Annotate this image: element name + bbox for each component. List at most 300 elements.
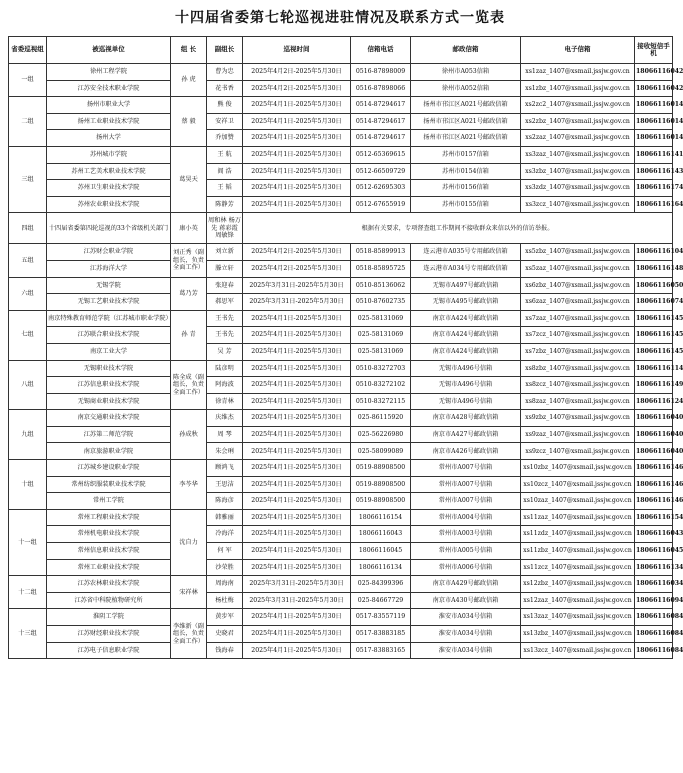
phone-cell: 025-58131069	[351, 327, 411, 344]
phone-cell: 0510-83272703	[351, 360, 411, 377]
email-cell: xs8zbz_1407@xsmail.jssjw.gov.cn	[521, 360, 635, 377]
postbox-cell: 南京市A429号邮政信箱	[411, 576, 521, 593]
group-cell: 十组	[9, 460, 47, 510]
time-cell: 2025年4月1日-2025年5月30日	[243, 460, 351, 477]
time-cell: 2025年3月31日-2025年5月30日	[243, 294, 351, 311]
table-row	[9, 244, 673, 261]
email-cell: xs1zaz_1407@xsmail.jssjw.gov.cn	[521, 64, 635, 81]
unit-cell: 无锡工艺职业技术学院	[47, 294, 171, 311]
postbox-cell: 扬州市邗江区A021号邮政信箱	[411, 97, 521, 114]
email-cell: xs11zbz_1407@xsmail.jssjw.gov.cn	[521, 543, 635, 560]
sms-cell: 18066116141	[635, 146, 673, 163]
postbox-cell: 南京市A424号邮政信箱	[411, 327, 521, 344]
unit-cell: 无锡职业技术学院	[47, 360, 171, 377]
deputy-cell: 王 韬	[207, 180, 243, 197]
table-row	[9, 80, 673, 97]
header-time: 巡视时间	[243, 37, 351, 64]
unit-cell: 江苏农林职业技术学院	[47, 576, 171, 593]
postbox-cell: 无锡市A496号信箱	[411, 393, 521, 410]
header-postbox: 邮政信箱	[411, 37, 521, 64]
email-cell: xs7zbz_1407@xsmail.jssjw.gov.cn	[521, 343, 635, 360]
email-cell: xs1zbz_1407@xsmail.jssjw.gov.cn	[521, 80, 635, 97]
deputy-cell: 陈海彦	[207, 493, 243, 510]
header-unit: 被巡视单位	[47, 37, 171, 64]
phone-cell: 0514-87294617	[351, 113, 411, 130]
sms-cell: 18066116084	[635, 626, 673, 643]
deputy-cell: 花书香	[207, 80, 243, 97]
group-cell: 六组	[9, 277, 47, 310]
email-cell: xs13zaz_1407@xsmail.jssjw.gov.cn	[521, 609, 635, 626]
postbox-cell: 淮安市A034号信箱	[411, 609, 521, 626]
unit-cell: 南京工业大学	[47, 343, 171, 360]
phone-cell: 0518-85899913	[351, 244, 411, 261]
table-row	[9, 180, 673, 197]
group-cell: 二组	[9, 97, 47, 147]
deputy-cell: 杨杜梅	[207, 592, 243, 609]
time-cell: 2025年4月1日-2025年5月30日	[243, 163, 351, 180]
header-leader: 组 长	[171, 37, 207, 64]
sms-cell: 18066116014	[635, 130, 673, 147]
time-cell: 2025年3月31日-2025年5月30日	[243, 592, 351, 609]
table-row	[9, 196, 673, 213]
time-cell: 2025年4月1日-2025年5月30日	[243, 443, 351, 460]
deputy-cell: 阎 浩	[207, 163, 243, 180]
postbox-cell: 徐州市A053信箱	[411, 64, 521, 81]
table-row	[9, 327, 673, 344]
sms-cell: 18066116042	[635, 80, 673, 97]
unit-cell: 常州工学院	[47, 493, 171, 510]
time-cell: 2025年4月1日-2025年5月30日	[243, 343, 351, 360]
phone-cell: 0510-87602735	[351, 294, 411, 311]
sms-cell: 18066116145	[635, 343, 673, 360]
deputy-cell: 王书先	[207, 327, 243, 344]
sms-cell: 18066116045	[635, 543, 673, 560]
group-cell: 四组	[9, 213, 47, 244]
sms-cell: 18066116040	[635, 410, 673, 427]
phone-cell: 0510-85136062	[351, 277, 411, 294]
sms-cell: 18066116040	[635, 443, 673, 460]
table-row	[9, 626, 673, 643]
postbox-cell: 南京市A424号邮政信箱	[411, 310, 521, 327]
sms-cell: 18066116104	[635, 244, 673, 261]
header-sms: 接收短信手机	[635, 37, 673, 64]
table-row	[9, 609, 673, 626]
email-cell: xs6zaz_1407@xsmail.jssjw.gov.cn	[521, 294, 635, 311]
table-row	[9, 294, 673, 311]
group-cell: 三组	[9, 146, 47, 212]
phone-cell: 025-58099089	[351, 443, 411, 460]
table-header-row	[9, 37, 673, 64]
postbox-cell: 常州市A003号信箱	[411, 526, 521, 543]
email-cell: xs10zbz_1407@xsmail.jssjw.gov.cn	[521, 460, 635, 477]
time-cell: 2025年4月1日-2025年5月30日	[243, 196, 351, 213]
leader-cell: 葛昊天	[171, 146, 207, 212]
time-cell: 2025年4月1日-2025年5月30日	[243, 97, 351, 114]
unit-cell: 江苏财经职业技术学院	[47, 626, 171, 643]
postbox-cell: 南京市A424号邮政信箱	[411, 343, 521, 360]
time-cell: 2025年4月1日-2025年5月30日	[243, 130, 351, 147]
unit-cell: 无锡学院	[47, 277, 171, 294]
group-cell: 八组	[9, 360, 47, 410]
email-cell: xs2zaz_1407@xsmail.jssjw.gov.cn	[521, 130, 635, 147]
unit-cell: 江苏安全技术职业学院	[47, 80, 171, 97]
header-phone: 信箱电话	[351, 37, 411, 64]
email-cell: xs11zaz_1407@xsmail.jssjw.gov.cn	[521, 509, 635, 526]
unit-cell: 南京旅游职业学院	[47, 443, 171, 460]
email-cell: xs7zaz_1407@xsmail.jssjw.gov.cn	[521, 310, 635, 327]
time-cell: 2025年4月1日-2025年5月30日	[243, 327, 351, 344]
table-row	[9, 97, 673, 114]
sms-cell: 18066116154	[635, 509, 673, 526]
time-cell: 2025年4月1日-2025年5月30日	[243, 559, 351, 576]
phone-cell: 0517-83557119	[351, 609, 411, 626]
time-cell: 2025年4月1日-2025年5月30日	[243, 146, 351, 163]
group-cell: 五组	[9, 244, 47, 277]
leader-cell: 康小英	[171, 213, 207, 244]
email-cell: xs13zcz_1407@xsmail.jssjw.gov.cn	[521, 642, 635, 659]
deputy-cell: 滕立轩	[207, 260, 243, 277]
postbox-cell: 苏州市0155信箱	[411, 196, 521, 213]
deputy-cell: 何 军	[207, 543, 243, 560]
table-row	[9, 213, 673, 244]
sms-cell: 18066116145	[635, 327, 673, 344]
time-cell: 2025年4月2日-2025年5月30日	[243, 244, 351, 261]
time-cell: 2025年4月1日-2025年5月30日	[243, 426, 351, 443]
email-cell: xs8zaz_1407@xsmail.jssjw.gov.cn	[521, 393, 635, 410]
deputy-cell: 周和林 杨万先 蒋彩霞 周敏锋	[207, 213, 243, 244]
leader-cell: 沈自力	[171, 509, 207, 575]
group-cell: 十一组	[9, 509, 47, 575]
unit-cell: 江苏海洋大学	[47, 260, 171, 277]
leader-cell: 宋祥林	[171, 576, 207, 609]
table-row	[9, 163, 673, 180]
postbox-cell: 扬州市邗江区A021号邮政信箱	[411, 113, 521, 130]
deputy-cell: 冷海洋	[207, 526, 243, 543]
deputy-cell: 张迎春	[207, 277, 243, 294]
email-cell: xs11zdz_1407@xsmail.jssjw.gov.cn	[521, 526, 635, 543]
table-row	[9, 642, 673, 659]
deputy-cell: 郝思军	[207, 294, 243, 311]
table-row	[9, 476, 673, 493]
postbox-cell: 常州市A004号信箱	[411, 509, 521, 526]
email-cell: xs9zbz_1407@xsmail.jssjw.gov.cn	[521, 410, 635, 427]
phone-cell: 0519-88908500	[351, 493, 411, 510]
phone-cell: 025-58131069	[351, 343, 411, 360]
time-cell: 2025年4月1日-2025年5月30日	[243, 360, 351, 377]
unit-cell: 江苏城乡建设职业学院	[47, 460, 171, 477]
postbox-cell: 扬州市邗江区A021号邮政信箱	[411, 130, 521, 147]
unit-cell: 苏州农业职业技术学院	[47, 196, 171, 213]
phone-cell: 0512-67655919	[351, 196, 411, 213]
time-cell: 2025年3月31日-2025年5月30日	[243, 576, 351, 593]
email-cell: xs12zbz_1407@xsmail.jssjw.gov.cn	[521, 576, 635, 593]
group-cell: 十二组	[9, 576, 47, 609]
unit-cell: 无锡商业职业技术学院	[47, 393, 171, 410]
unit-cell: 苏州城市学院	[47, 146, 171, 163]
email-cell: xs6zbz_1407@xsmail.jssjw.gov.cn	[521, 277, 635, 294]
unit-cell: 江苏联合职业技术学院	[47, 327, 171, 344]
sms-cell: 18066116014	[635, 113, 673, 130]
email-cell: xs11zcz_1407@xsmail.jssjw.gov.cn	[521, 559, 635, 576]
table-row	[9, 277, 673, 294]
email-cell: xs3zcz_1407@xsmail.jssjw.gov.cn	[521, 196, 635, 213]
phone-cell: 18066116045	[351, 543, 411, 560]
unit-cell: 淮阴工学院	[47, 609, 171, 626]
postbox-cell: 淮安市A034号信箱	[411, 642, 521, 659]
postbox-cell: 常州市A007号信箱	[411, 476, 521, 493]
sms-cell: 18066116143	[635, 163, 673, 180]
time-cell: 2025年4月1日-2025年5月30日	[243, 626, 351, 643]
postbox-cell: 南京市A427号邮政信箱	[411, 426, 521, 443]
postbox-cell: 无锡市A496号信箱	[411, 360, 521, 377]
header-group: 省委巡视组	[9, 37, 47, 64]
phone-cell: 025-86115920	[351, 410, 411, 427]
group-cell: 七组	[9, 310, 47, 360]
document-title: 十四届省委第七轮巡视进驻情况及联系方式一览表	[175, 10, 505, 26]
deputy-cell: 熊 俊	[207, 97, 243, 114]
deputy-cell: 周 琴	[207, 426, 243, 443]
deputy-cell: 曹为忠	[207, 64, 243, 81]
unit-cell: 南京特殊教育师范学院（江苏城市职业学院）	[47, 310, 171, 327]
email-cell: xs3zbz_1407@xsmail.jssjw.gov.cn	[521, 163, 635, 180]
postbox-cell: 常州市A006号信箱	[411, 559, 521, 576]
leader-cell: 孙成秋	[171, 410, 207, 460]
unit-cell: 常州信息职业技术学院	[47, 543, 171, 560]
deputy-cell: 徐青林	[207, 393, 243, 410]
sms-cell: 18066116134	[635, 559, 673, 576]
phone-cell: 025-84399396	[351, 576, 411, 593]
deputy-cell: 钱海春	[207, 642, 243, 659]
postbox-cell: 苏州市0156信箱	[411, 180, 521, 197]
email-cell: xs2zc2_1407@xsmail.jssjw.gov.cn	[521, 97, 635, 114]
postbox-cell: 南京市A430号邮政信箱	[411, 592, 521, 609]
deputy-cell: 陆彦明	[207, 360, 243, 377]
deputy-cell: 韩雅丽	[207, 509, 243, 526]
leader-cell: 李维新（副组长，负责全面工作）	[171, 609, 207, 659]
leader-cell: 葛乃芳	[171, 277, 207, 310]
postbox-cell: 常州市A005号信箱	[411, 543, 521, 560]
unit-cell: 江苏信息职业技术学院	[47, 377, 171, 394]
time-cell: 2025年4月2日-2025年5月30日	[243, 260, 351, 277]
table-row	[9, 543, 673, 560]
leader-cell: 刘正秀（副组长，负责全面工作）	[171, 244, 207, 277]
email-cell: xs10zaz_1407@xsmail.jssjw.gov.cn	[521, 493, 635, 510]
postbox-cell: 无锡市A495号邮政信箱	[411, 294, 521, 311]
leader-cell: 李芩华	[171, 460, 207, 510]
phone-cell: 18066116154	[351, 509, 411, 526]
postbox-cell: 徐州市A052信箱	[411, 80, 521, 97]
table-row	[9, 310, 673, 327]
time-cell: 2025年4月1日-2025年5月30日	[243, 476, 351, 493]
unit-cell: 江苏电子信息职业学院	[47, 642, 171, 659]
table-row	[9, 509, 673, 526]
unit-cell: 江苏第二师范学院	[47, 426, 171, 443]
table-row	[9, 146, 673, 163]
postbox-cell: 南京市A426号邮政信箱	[411, 443, 521, 460]
unit-cell: 常州工程职业技术学院	[47, 509, 171, 526]
email-cell: xs9zcz_1407@xsmail.jssjw.gov.cn	[521, 443, 635, 460]
deputy-cell: 周海南	[207, 576, 243, 593]
table-row	[9, 526, 673, 543]
time-cell: 2025年4月2日-2025年5月30日	[243, 80, 351, 97]
time-cell: 2025年4月2日-2025年5月30日	[243, 64, 351, 81]
email-cell: xs13zbz_1407@xsmail.jssjw.gov.cn	[521, 626, 635, 643]
postbox-cell: 常州市A007号信箱	[411, 460, 521, 477]
sms-cell: 18066116145	[635, 310, 673, 327]
table-row	[9, 260, 673, 277]
sms-cell: 18066116042	[635, 64, 673, 81]
sms-cell: 18066116164	[635, 196, 673, 213]
postbox-cell: 常州市A007号信箱	[411, 493, 521, 510]
phone-cell: 0514-87294617	[351, 97, 411, 114]
time-cell: 2025年4月1日-2025年5月30日	[243, 410, 351, 427]
phone-cell: 0519-88908500	[351, 476, 411, 493]
unit-cell: 徐州工程学院	[47, 64, 171, 81]
deputy-cell: 阿海波	[207, 377, 243, 394]
sms-cell: 18066116084	[635, 642, 673, 659]
sms-cell: 18066116034	[635, 576, 673, 593]
unit-cell: 苏州工艺美术职业技术学院	[47, 163, 171, 180]
deputy-cell: 庆维杰	[207, 410, 243, 427]
sms-cell: 18066116040	[635, 426, 673, 443]
sms-cell: 18066116094	[635, 592, 673, 609]
group-cell: 一组	[9, 64, 47, 97]
table-body	[9, 64, 683, 659]
table-row	[9, 360, 673, 377]
postbox-cell: 连云港市A034号专用邮政信箱	[411, 260, 521, 277]
sms-cell: 18066116124	[635, 393, 673, 410]
sms-cell: 18066116074	[635, 294, 673, 311]
deputy-cell: 朱会琍	[207, 443, 243, 460]
table-row	[9, 576, 673, 593]
unit-cell: 扬州大学	[47, 130, 171, 147]
phone-cell: 0517-83883165	[351, 642, 411, 659]
time-cell: 2025年4月1日-2025年5月30日	[243, 509, 351, 526]
email-cell: xs3zaz_1407@xsmail.jssjw.gov.cn	[521, 146, 635, 163]
phone-cell: 0514-87294617	[351, 130, 411, 147]
unit-cell: 江苏财会职业学院	[47, 244, 171, 261]
group-cell: 九组	[9, 410, 47, 460]
table-row	[9, 113, 673, 130]
leader-cell: 孙 虎	[171, 64, 207, 97]
header-deputy: 副组长	[207, 37, 243, 64]
table-row	[9, 130, 673, 147]
email-cell: xs2zbz_1407@xsmail.jssjw.gov.cn	[521, 113, 635, 130]
leader-cell: 陈全成（副组长，负责全面工作）	[171, 360, 207, 410]
table-row	[9, 460, 673, 477]
phone-cell: 0517-83883185	[351, 626, 411, 643]
table-row	[9, 592, 673, 609]
email-cell: xs3zdz_1407@xsmail.jssjw.gov.cn	[521, 180, 635, 197]
postbox-cell: 苏州市0154信箱	[411, 163, 521, 180]
email-cell: xs5zbz_1407@xsmail.jssjw.gov.cn	[521, 244, 635, 261]
table-row	[9, 410, 673, 427]
time-cell: 2025年4月1日-2025年5月30日	[243, 310, 351, 327]
time-cell: 2025年4月1日-2025年5月30日	[243, 526, 351, 543]
table-row	[9, 393, 673, 410]
table-row	[9, 493, 673, 510]
deputy-cell: 沙荣胜	[207, 559, 243, 576]
deputy-cell: 乔加赞	[207, 130, 243, 147]
email-cell: xs10zcz_1407@xsmail.jssjw.gov.cn	[521, 476, 635, 493]
email-cell: xs7zcz_1407@xsmail.jssjw.gov.cn	[521, 327, 635, 344]
deputy-cell: 刘立新	[207, 244, 243, 261]
time-cell: 2025年4月1日-2025年5月30日	[243, 393, 351, 410]
table-row	[9, 443, 673, 460]
postbox-cell: 无锡市A496号信箱	[411, 377, 521, 394]
time-cell: 2025年4月1日-2025年5月30日	[243, 180, 351, 197]
deputy-cell: 黄步军	[207, 609, 243, 626]
deputy-cell: 王思洁	[207, 476, 243, 493]
deputy-cell: 安祥卫	[207, 113, 243, 130]
table-row	[9, 64, 673, 81]
sms-cell: 18066116148	[635, 260, 673, 277]
email-cell: xs8zcz_1407@xsmail.jssjw.gov.cn	[521, 377, 635, 394]
sms-cell: 18066116146	[635, 493, 673, 510]
sms-cell: 18066116043	[635, 526, 673, 543]
sms-cell: 18066116114	[635, 360, 673, 377]
phone-cell: 025-58131069	[351, 310, 411, 327]
time-cell: 2025年3月31日-2025年5月30日	[243, 277, 351, 294]
phone-cell: 0510-83272115	[351, 393, 411, 410]
sms-cell: 18066116084	[635, 609, 673, 626]
email-cell: xs12zaz_1407@xsmail.jssjw.gov.cn	[521, 592, 635, 609]
unit-cell: 常州纺织服装职业技术学院	[47, 476, 171, 493]
phone-cell: 025-84667729	[351, 592, 411, 609]
sms-cell: 18066116050	[635, 277, 673, 294]
table-row	[9, 343, 673, 360]
leader-cell: 孙 青	[171, 310, 207, 360]
postbox-cell: 无锡市A497号邮政信箱	[411, 277, 521, 294]
leader-cell: 蔡 毅	[171, 97, 207, 147]
postbox-cell: 南京市A428号邮政信箱	[411, 410, 521, 427]
header-email: 电子信箱	[521, 37, 635, 64]
phone-cell: 0516-87898066	[351, 80, 411, 97]
phone-cell: 18066116134	[351, 559, 411, 576]
unit-cell: 常州工业职业技术学院	[47, 559, 171, 576]
inspection-table	[8, 36, 683, 659]
sms-cell: 18066116174	[635, 180, 673, 197]
sms-cell: 18066116146	[635, 476, 673, 493]
deputy-cell: 顾鸿飞	[207, 460, 243, 477]
deputy-cell: 吴 芳	[207, 343, 243, 360]
time-cell: 2025年4月1日-2025年5月30日	[243, 493, 351, 510]
deputy-cell: 王 航	[207, 146, 243, 163]
email-cell: xs9zaz_1407@xsmail.jssjw.gov.cn	[521, 426, 635, 443]
group-cell: 十三组	[9, 609, 47, 659]
table-row	[9, 377, 673, 394]
time-cell: 2025年4月1日-2025年5月30日	[243, 113, 351, 130]
phone-cell: 0518-85895725	[351, 260, 411, 277]
table-row	[9, 559, 673, 576]
postbox-cell: 苏州市0157信箱	[411, 146, 521, 163]
email-cell: xs5zaz_1407@xsmail.jssjw.gov.cn	[521, 260, 635, 277]
phone-cell: 0512-66509729	[351, 163, 411, 180]
phone-cell: 0512-62695303	[351, 180, 411, 197]
time-cell: 2025年4月1日-2025年5月30日	[243, 609, 351, 626]
phone-cell: 18066116043	[351, 526, 411, 543]
phone-cell: 0516-87898009	[351, 64, 411, 81]
time-cell: 2025年4月1日-2025年5月30日	[243, 377, 351, 394]
unit-cell: 常州机电职业技术学院	[47, 526, 171, 543]
unit-cell: 扬州工业职业技术学院	[47, 113, 171, 130]
time-cell: 2025年4月1日-2025年5月30日	[243, 543, 351, 560]
phone-cell: 025-56226980	[351, 426, 411, 443]
time-cell: 2025年4月1日-2025年5月30日	[243, 642, 351, 659]
deputy-cell: 王书先	[207, 310, 243, 327]
unit-cell: 江苏省中科院植物研究所	[47, 592, 171, 609]
unit-cell: 南京交通职业技术学院	[47, 410, 171, 427]
